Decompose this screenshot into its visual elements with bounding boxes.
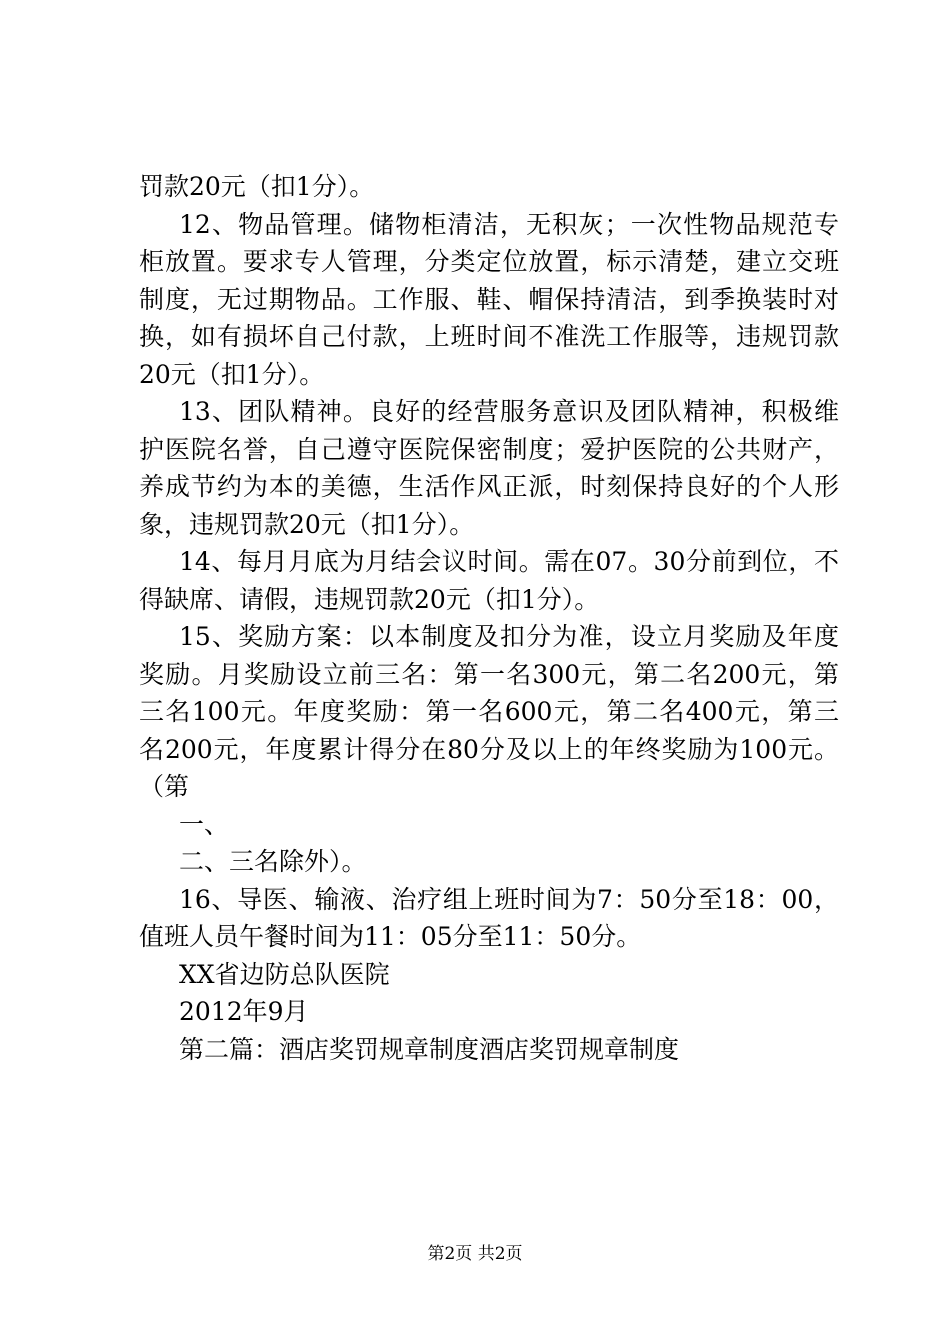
text-line: 象，违规罚款20元（扣1分）。 [139,509,475,539]
text-line: 护医院名誉，自己遵守医院保密制度；爱护医院的公共财产， [139,434,839,464]
text-line: 三名100元。年度奖励：第一名600元，第二名400元，第三 [139,697,839,726]
page-number-footer: 第2页 共2页 [427,1244,523,1264]
text-line: 13、团队精神。良好的经营服务意识及团队精神，积极维 [179,397,839,426]
text-line: 罚款20元（扣1分）。 [139,172,375,201]
text-line: 换，如有损坏自己付款，上班时间不准洗工作服等，违规罚款 [139,322,839,351]
text-line: 名200元，年度累计得分在80分及以上的年终奖励为100元。 [139,734,839,764]
text-line: 奖励。月奖励设立前三名：第一名300元，第二名200元，第 [139,659,839,689]
text-line: 16、导医、输液、治疗组上班时间为7：50分至18：00， [179,884,839,914]
text-line: 柜放置。要求专人管理，分类定位放置，标示清楚，建立交班 [139,247,839,276]
text-line: （第 [139,772,190,801]
text-line: 2012年9月 [179,997,309,1026]
text-line: 制度，无过期物品。工作服、鞋、帽保持清洁，到季换装时对 [139,284,839,314]
text-line: 20元（扣1分）。 [139,359,325,389]
text-line: 二、三名除外）。 [179,847,367,876]
text-line: XX省边防总队医院 [179,959,390,989]
text-line: 得缺席、请假，违规罚款20元（扣1分）。 [139,584,600,614]
text-line: 第二篇：酒店奖罚规章制度酒店奖罚规章制度 [179,1034,680,1064]
text-line: 12、物品管理。储物柜清洁，无积灰；一次性物品规范专 [179,209,839,239]
text-line: 值班人员午餐时间为11：05分至11：50分。 [139,922,642,951]
text-line: 一、 [179,809,230,839]
text-line: 养成节约为本的美德，生活作风正派，时刻保持良好的个人形 [139,472,839,501]
text-line: 15、奖励方案：以本制度及扣分为准，设立月奖励及年度 [179,622,839,651]
text-line: 14、每月月底为月结会议时间。需在07。30分前到位，不 [179,547,839,576]
document-body [139,168,839,1068]
